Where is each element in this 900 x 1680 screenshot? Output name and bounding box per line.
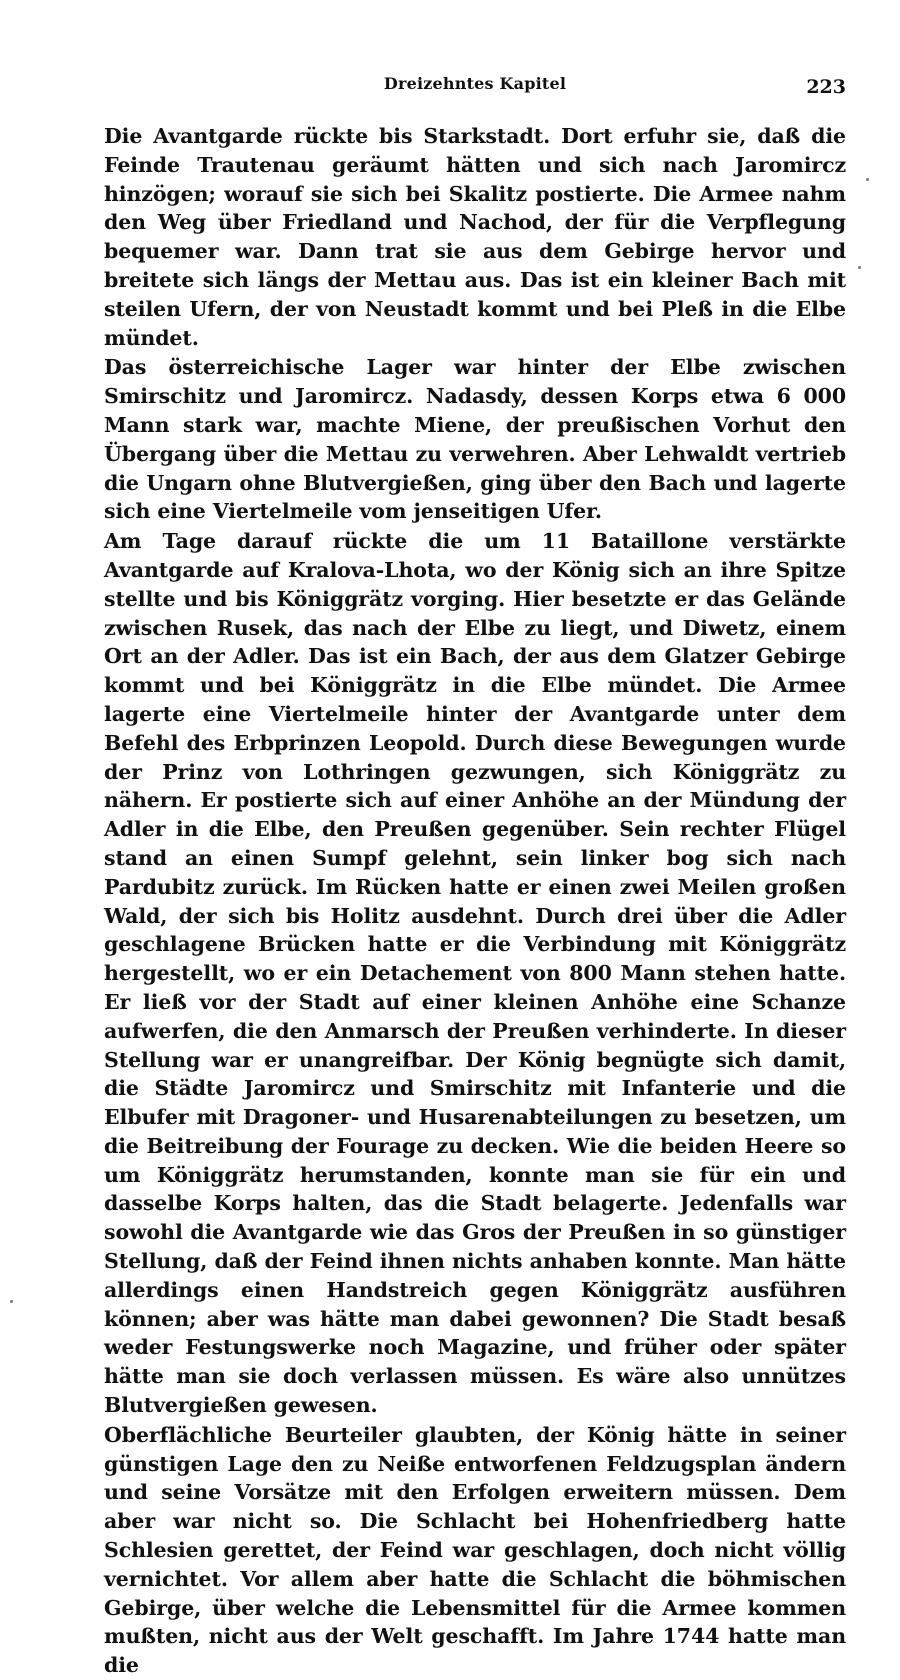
paragraph-3: Am Tage darauf rückte die um 11 Bataillone verstärkte Avantgarde auf Kralova-Lhota, wo der König sich an ihre Spitze stellte und bis Königgrätz vorging. Hier besetzte er das Gelände zwischen Rusek, das nach der Elbe zu liegt, und Diwetz, einem Ort an der Adler. Das ist ein Bach, der aus dem Glatzer Gebirge kommt und bei Königgrätz in die Elbe mündet. Die Armee lagerte eine Viertelmeile hinter der Avantgarde unter dem Befehl des Erbprinzen Leopold. Durch diese Bewegungen wurde der Prinz von Lothringen gezwungen, sich Königgrätz zu nähern. Er postierte sich auf einer Anhöhe an der Mündung der Adler in die Elbe, den Preußen gegenüber. Sein rechter Flügel stand an einen Sumpf gelehnt, sein linker bog sich nach Pardubitz zurück. Im Rücken hatte er einen zwei Meilen großen Wald, der sich bis Holitz ausdehnt. Durch drei über die Adler geschlagene Brücken hatte er die Verbindung mit Königgrätz hergestellt, wo er ein Detachement von 800 Mann stehen hatte. Er ließ vor der Stadt auf einer kleinen Anhöhe eine Schanze aufwerfen, die den Anmarsch der Preußen verhinderte. In dieser Stellung war er unangreifbar. Der König begnügte sich damit, die Städte Jaromircz und Smirschitz mit Infanterie und die Elbufer mit Dragoner- und Husarenabteilungen zu besetzen, um die Beitreibung der Fourage zu decken. Wie die beiden Heere so um Königgrätz herumstanden, konnte man sie für ein und dasselbe Korps halten, das die Stadt belagerte. Jedenfalls war sowohl die Avantgarde wie das Gros der Preußen in so günstiger Stellung, daß der Feind ihnen nichts anhaben konnte. Man hätte allerdings einen Handstreich gegen Königgrätz ausführen können; aber was hätte man dabei gewonnen? Die Stadt besaß weder Festungswerke noch Magazine, und früher oder später hätte man sie doch verlassen müssen. Es wäre also unnützes Blutvergießen gewesen.	[104, 529, 846, 1418]
paragraph-1: Die Avantgarde rückte bis Starkstadt. Dort erfuhr sie, daß die Feinde Trautenau geräumt hätten und sich nach Jaromircz hinzögen; worauf sie sich bei Skalitz postierte. Die Armee nahm den Weg über Friedland und Nachod, der für die Verpflegung bequemer war. Dann trat sie aus dem Gebirge hervor und breitete sich längs der Mettau aus. Das ist ein kleiner Bach mit steilen Ufern, der von Neustadt kommt und bei Pleß in die Elbe mündet.	[104, 124, 846, 350]
paragraph-4: Oberflächliche Beurteiler glaubten, der König hätte in seiner günstigen Lage den zu Neiße entworfenen Feldzugsplan ändern und seine Vorsätze mit den Erfolgen erweitern müssen. Dem aber war nicht so. Die Schlacht bei Hohenfriedberg hatte Schlesien gerettet, der Feind war geschlagen, doch nicht völlig vernichtet. Vor allem aber hatte die Schlacht die böhmischen Gebirge, über welche die Lebensmittel für die Armee kommen mußten, nicht aus der Welt geschafft. Im Jahre 1744 hatte man die	[104, 1422, 846, 1678]
page-number: 223	[806, 76, 846, 98]
scan-speck	[10, 1300, 13, 1303]
paragraph-2: Das österreichische Lager war hinter der Elbe zwischen Smirschitz und Jaromircz. Nadasdy, dessen Korps etwa 6 000 Mann stark war, machte Miene, der preußischen Vorhut den Übergang über die Mettau zu verwehren. Aber Lehwaldt vertrieb die Ungarn ohne Blutvergießen, ging über den Bach und lagerte sich eine Viertelmeile vom jenseitigen Ufer.	[104, 355, 846, 524]
running-head	[104, 74, 846, 104]
body-text	[104, 122, 846, 1680]
scan-speck	[866, 178, 869, 181]
chapter-title: Dreizehntes Kapitel	[383, 74, 567, 93]
scan-speck	[858, 266, 861, 269]
